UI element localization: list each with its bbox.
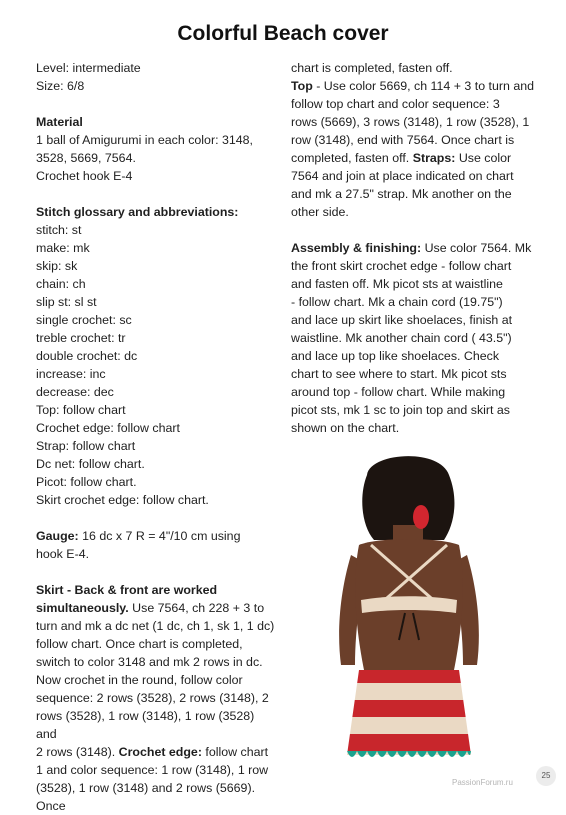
- skirt-line: sequence: 2 rows (3528), 2 rows (3148), 2: [36, 691, 269, 705]
- top-text: completed, fasten off.: [291, 151, 413, 165]
- skirt-line: chart is completed, fasten off.: [291, 61, 453, 75]
- skirt-line: turn and mk a dc net (1 dc, ch 1, sk 1, 1 dc): [36, 619, 275, 633]
- skirt-text: 2 rows (3148).: [36, 745, 119, 759]
- glossary-item: chain: ch: [36, 277, 86, 291]
- top-text: - Use color 5669, ch 114 + 3 to turn and: [312, 79, 535, 93]
- top-line: [291, 149, 541, 167]
- model-illustration: [289, 445, 529, 770]
- skirt-line: follow chart. Once chart is completed,: [36, 637, 243, 651]
- right-column: [291, 59, 541, 437]
- top-line: follow top chart and color sequence: 3: [291, 97, 500, 111]
- skirt-line: (3528), 1 row (3148) and 2 rows (5669). Once: [36, 781, 256, 813]
- glossary-item: decrease: dec: [36, 385, 114, 399]
- glossary-item: slip st: sl st: [36, 295, 97, 309]
- skirt-line: rows (3528), 1 row (3148), 1 row (3528) and: [36, 709, 255, 741]
- glossary-item: single crochet: sc: [36, 313, 132, 327]
- top-line: row (3148), end with 7564. Once chart is: [291, 133, 515, 147]
- top-line: [291, 77, 541, 95]
- straps-line: other side.: [291, 205, 349, 219]
- straps-label: Straps:: [412, 151, 456, 165]
- crochet-edge-label: Crochet edge:: [118, 745, 202, 759]
- material-heading: Material: [36, 115, 83, 129]
- left-column: [36, 59, 276, 815]
- assembly-line: picot sts, mk 1 sc to join top and skirt as: [291, 403, 510, 417]
- straps-text: Use color: [455, 151, 512, 165]
- assembly-line: and lace up top like shoelaces. Check: [291, 349, 500, 363]
- glossary-item: increase: inc: [36, 367, 106, 381]
- skirt-text: Use 7564, ch 228 + 3 to: [128, 601, 265, 615]
- glossary-item: make: mk: [36, 241, 90, 255]
- gauge-label: Gauge:: [36, 529, 79, 543]
- skirt-heading: Skirt - Back & front are worked: [36, 583, 218, 597]
- page-number: 25: [536, 766, 556, 786]
- material-line: 1 ball of Amigurumi in each color: 3148,: [36, 133, 253, 147]
- top-label: Top: [291, 79, 313, 93]
- straps-line: and mk a 27.5" strap. Mk another on the: [291, 187, 512, 201]
- skirt-line: Now crochet in the round, follow color: [36, 673, 243, 687]
- skirt-line: [36, 743, 276, 761]
- glossary-item: Picot: follow chart.: [36, 475, 137, 489]
- glossary-item: double crochet: dc: [36, 349, 138, 363]
- assembly-label: Assembly & finishing:: [291, 241, 422, 255]
- assembly-line: the front skirt crochet edge - follow chart: [291, 259, 512, 273]
- assembly-text: Use color 7564. Mk: [421, 241, 532, 255]
- skirt-text: follow chart: [201, 745, 269, 759]
- assembly-line: [291, 239, 541, 257]
- page-title: Colorful Beach cover: [177, 22, 389, 45]
- glossary-item: Crochet edge: follow chart: [36, 421, 180, 435]
- glossary-item: treble crochet: tr: [36, 331, 126, 345]
- watermark: PassionForum.ru: [452, 778, 513, 787]
- model-photo: [289, 445, 529, 770]
- gauge-line: [36, 527, 276, 545]
- level-line: Level: intermediate: [36, 61, 141, 75]
- glossary-item: Top: follow chart: [36, 403, 126, 417]
- size-line: Size: 6/8: [36, 79, 85, 93]
- material-line: Crochet hook E-4: [36, 169, 133, 183]
- assembly-line: waistline. Mk another chain cord ( 43.5"): [291, 331, 512, 345]
- top-line: rows (5669), 3 rows (3148), 1 row (3528), 1: [291, 115, 530, 129]
- assembly-line: chart to see where to start. Mk picot sts: [291, 367, 507, 381]
- assembly-line: - follow chart. Mk a chain cord (19.75"): [291, 295, 503, 309]
- skirt-line: switch to color 3148 and mk 2 rows in dc.: [36, 655, 263, 669]
- skirt-heading: simultaneously.: [36, 601, 129, 615]
- gauge-text: 16 dc x 7 R = 4"/10 cm using: [78, 529, 241, 543]
- assembly-line: and lace up skirt like shoelaces, finish at: [291, 313, 513, 327]
- glossary-item: skip: sk: [36, 259, 78, 273]
- glossary-item: Dc net: follow chart.: [36, 457, 145, 471]
- assembly-line: and fasten off. Mk picot sts at waistline: [291, 277, 503, 291]
- glossary-item: Skirt crochet edge: follow chart.: [36, 493, 209, 507]
- material-line: 3528, 5669, 7564.: [36, 151, 136, 165]
- glossary-item: Strap: follow chart: [36, 439, 136, 453]
- glossary-heading: Stitch glossary and abbreviations:: [36, 205, 239, 219]
- straps-line: 7564 and join at place indicated on chart: [291, 169, 514, 183]
- assembly-line: around top - follow chart. While making: [291, 385, 506, 399]
- glossary-item: stitch: st: [36, 223, 82, 237]
- assembly-line: shown on the chart.: [291, 421, 400, 435]
- skirt-line: [36, 599, 276, 617]
- gauge-line: hook E-4.: [36, 547, 90, 561]
- skirt-line: 1 and color sequence: 1 row (3148), 1 row: [36, 763, 269, 777]
